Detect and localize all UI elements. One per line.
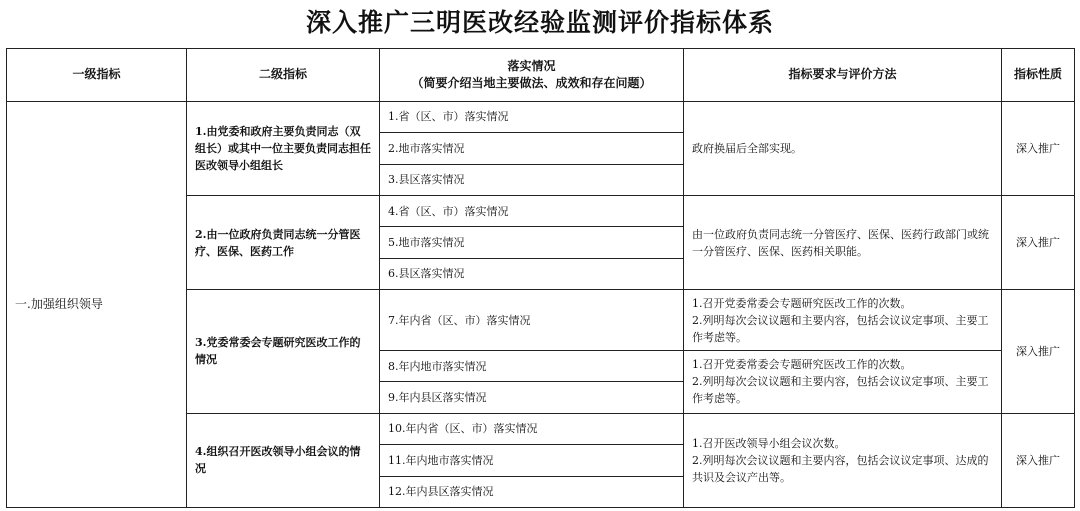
implementation-item[interactable]: 1.省（区、市）落实情况 — [380, 101, 684, 132]
nature-cell: 深入推广 — [1002, 195, 1075, 289]
implementation-item[interactable]: 6.县区落实情况 — [380, 258, 684, 289]
requirement-text: 1.召开党委常委会专题研究医改工作的次数。 2.列明每次会议议题和主要内容，包括会议议定事项、主要工作考虑等。 — [684, 290, 1002, 351]
level1-indicator: 一.加强组织领导 — [7, 101, 187, 507]
nature-cell: 深入推广 — [1002, 413, 1075, 507]
header-implementation-title: 落实情况 — [507, 58, 556, 73]
implementation-item[interactable]: 10.年内省（区、市）落实情况 — [380, 413, 684, 444]
implementation-item[interactable]: 11.年内地市落实情况 — [380, 445, 684, 476]
header-nature: 指标性质 — [1002, 49, 1075, 102]
requirement-text: 1.召开党委常委会专题研究医改工作的次数。 2.列明每次会议议题和主要内容，包括会议议定事项、主要工作考虑等。 — [684, 350, 1002, 413]
implementation-item[interactable]: 8.年内地市落实情况 — [380, 350, 684, 381]
implementation-item[interactable]: 9.年内县区落实情况 — [380, 382, 684, 413]
level2-indicator: 4.组织召开医改领导小组会议的情况 — [187, 413, 380, 507]
requirement-text: 由一位政府负责同志统一分管医疗、医保、医药行政部门或统一分管医疗、医保、医药相关职能。 — [684, 195, 1002, 289]
indicator-table — [6, 48, 1075, 508]
level2-indicator: 2.由一位政府负责同志统一分管医疗、医保、医药工作 — [187, 195, 380, 289]
implementation-item[interactable]: 5.地市落实情况 — [380, 227, 684, 258]
table-header-row — [7, 49, 1075, 102]
header-implementation — [380, 49, 684, 102]
requirement-text: 1.召开医改领导小组会议次数。 2.列明每次会议议题和主要内容，包括会议议定事项、达成的共识及会议产出等。 — [684, 413, 1002, 507]
header-implementation-note: （简要介绍当地主要做法、成效和存在问题） — [411, 75, 652, 90]
level2-indicator: 1.由党委和政府主要负责同志（双组长）或其中一位主要负责同志担任医改领导小组组长 — [187, 101, 380, 195]
implementation-item[interactable]: 3.县区落实情况 — [380, 164, 684, 195]
nature-cell: 深入推广 — [1002, 101, 1075, 195]
implementation-item[interactable]: 12.年内县区落实情况 — [380, 476, 684, 507]
table-row — [7, 101, 1075, 132]
header-level1: 一级指标 — [7, 49, 187, 102]
requirement-text: 政府换届后全部实现。 — [684, 101, 1002, 195]
implementation-item[interactable]: 2.地市落实情况 — [380, 133, 684, 164]
implementation-item[interactable]: 7.年内省（区、市）落实情况 — [380, 290, 684, 351]
page-title: 深入推广三明医改经验监测评价指标体系 — [305, 8, 774, 37]
level2-indicator: 3.党委常委会专题研究医改工作的情况 — [187, 290, 380, 414]
header-requirement: 指标要求与评价方法 — [684, 49, 1002, 102]
nature-cell: 深入推广 — [1002, 290, 1075, 414]
implementation-item[interactable]: 4.省（区、市）落实情况 — [380, 195, 684, 226]
header-level2: 二级指标 — [187, 49, 380, 102]
